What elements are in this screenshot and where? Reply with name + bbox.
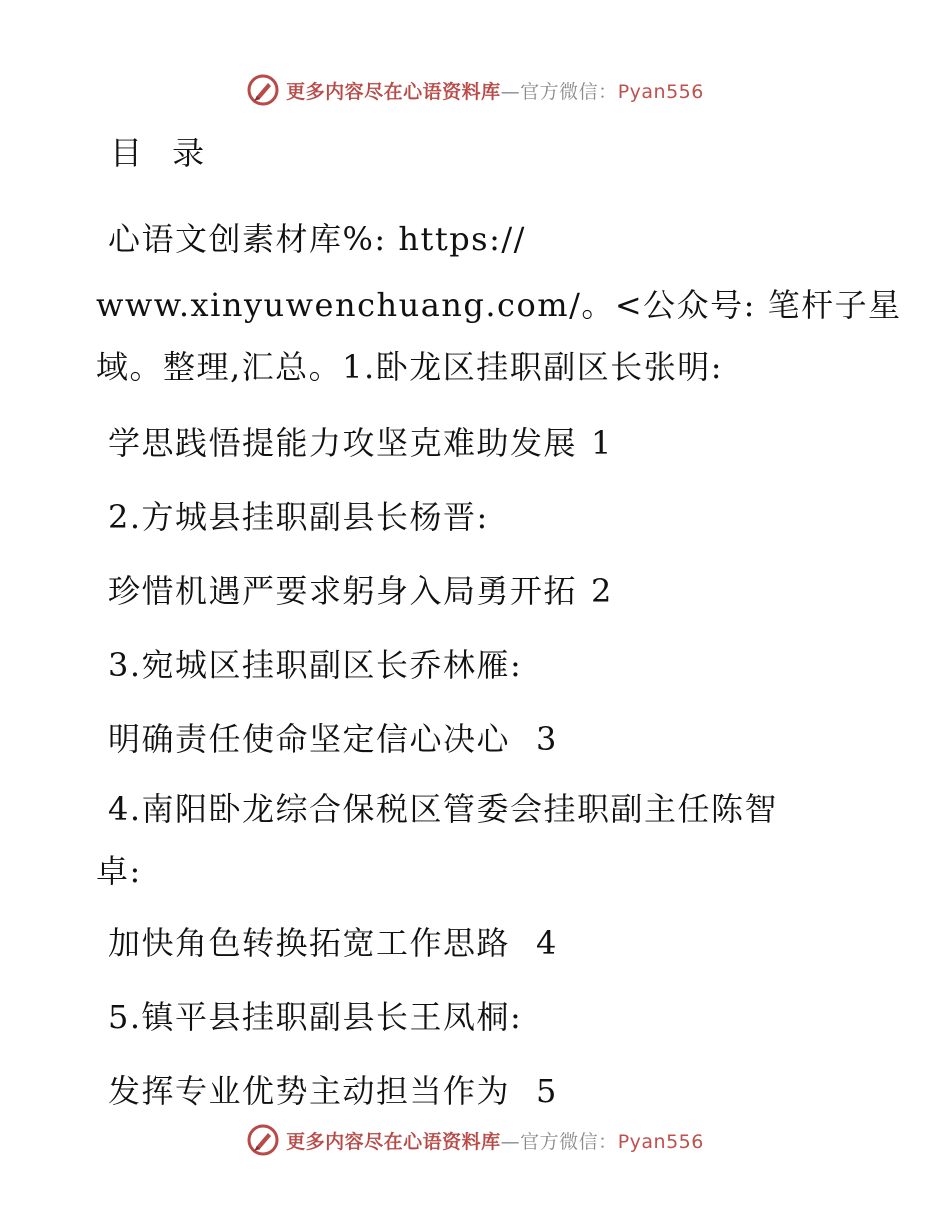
- watermark-wechat-id: Pyan556: [617, 1130, 704, 1153]
- watermark-wechat-id: Pyan556: [617, 80, 704, 103]
- watermark-text: [286, 77, 704, 104]
- toc-entry-page: 2: [591, 572, 613, 610]
- toc-entry-5[interactable]: [96, 1056, 836, 1126]
- toc-entry-subtitle: 发挥专业优势主动担当作为: [108, 1072, 511, 1110]
- toc-entry-3-title[interactable]: 3.宛城区挂职副区长乔林雁:: [108, 646, 523, 684]
- pen-logo-icon: [246, 1123, 280, 1157]
- toc-entry-2[interactable]: [96, 556, 836, 626]
- watermark-main: 更多内容尽在心语资料库: [286, 80, 501, 103]
- toc-entry-subtitle: 明确责任使命坚定信心决心: [108, 720, 511, 758]
- toc-entry-page: 1: [591, 424, 613, 462]
- header-watermark: [0, 70, 950, 110]
- toc-entry-page: 5: [536, 1072, 558, 1110]
- toc-content: [96, 118, 902, 1126]
- toc-entry-page: 4: [536, 924, 558, 962]
- watermark-wechat-label: 官方微信：: [520, 1130, 618, 1153]
- footer-watermark: [0, 1120, 950, 1160]
- intro-line-3: 域。整理,汇总。1.卧龙区挂职副区长张明:: [96, 348, 723, 386]
- toc-entry-4-title-line2[interactable]: 卓:: [96, 852, 142, 890]
- toc-entry-subtitle: 珍惜机遇严要求躬身入局勇开拓: [108, 572, 578, 610]
- watermark-dash: —: [500, 80, 521, 103]
- watermark-text: [286, 1127, 704, 1154]
- pen-logo-icon: [246, 73, 280, 107]
- toc-entry-4-title-line1[interactable]: 4.南阳卧龙综合保税区管委会挂职副主任陈智: [108, 790, 779, 828]
- toc-title: 目 录: [110, 134, 215, 172]
- toc-entry-4[interactable]: [96, 908, 836, 978]
- watermark-dash: —: [500, 1130, 521, 1153]
- toc-entry-page: 3: [536, 720, 558, 758]
- toc-entry-2-title[interactable]: 2.方城县挂职副县长杨晋:: [108, 498, 489, 536]
- toc-entry-1[interactable]: [96, 408, 836, 478]
- intro-line-1: 心语文创素材库%: https://: [108, 220, 526, 258]
- toc-entry-subtitle: 学思践悟提能力攻坚克难助发展: [108, 424, 578, 462]
- toc-entry-5-title[interactable]: 5.镇平县挂职副县长王凤桐:: [108, 998, 523, 1036]
- watermark-wechat-label: 官方微信：: [520, 80, 618, 103]
- watermark-main: 更多内容尽在心语资料库: [286, 1130, 501, 1153]
- intro-line-2: www.xinyuwenchuang.com/。<公众号: 笔杆子星: [96, 286, 902, 324]
- toc-entry-subtitle: 加快角色转换拓宽工作思路: [108, 924, 511, 962]
- toc-entry-3[interactable]: [96, 704, 836, 774]
